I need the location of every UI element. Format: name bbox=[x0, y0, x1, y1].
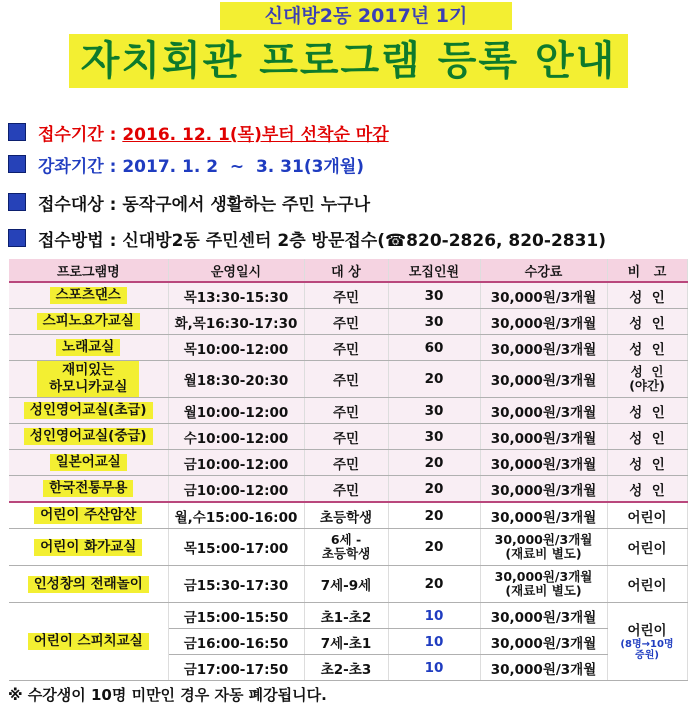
program-name bbox=[9, 361, 168, 398]
col-header-program: 프로그램명 bbox=[9, 259, 168, 282]
program-time: 금16:00-16:50 bbox=[168, 629, 304, 655]
program-time: 금10:00-12:00 bbox=[168, 450, 304, 476]
program-time: 월10:00-12:00 bbox=[168, 398, 304, 424]
program-time: 월18:30-20:30 bbox=[168, 361, 304, 398]
program-note bbox=[607, 603, 687, 681]
program-name-text: 성인영어교실(중급) bbox=[24, 428, 153, 445]
program-fee: 30,000원/3개월 bbox=[480, 603, 607, 629]
program-name bbox=[9, 450, 168, 476]
program-name-text: 노래교실 bbox=[56, 339, 120, 356]
info-value: 2016. 12. 1(목)부터 선착순 마감 bbox=[122, 124, 389, 145]
program-name-line1: 재미있는 bbox=[56, 362, 120, 379]
program-fee: 30,000원/3개월 bbox=[480, 309, 607, 335]
program-table bbox=[9, 259, 688, 681]
info-label: 접수대상 : bbox=[38, 194, 117, 215]
program-name-text: 어린이 화가교실 bbox=[34, 539, 142, 556]
program-fee-line2: (재료비 별도) bbox=[505, 546, 582, 561]
program-target: 주민 bbox=[304, 335, 388, 361]
program-note: 성 인 bbox=[607, 476, 687, 503]
table-row bbox=[9, 603, 687, 629]
program-fee: 30,000원/3개월 bbox=[480, 282, 607, 309]
info-label: 접수기간 : bbox=[38, 124, 117, 145]
program-count: 20 bbox=[388, 450, 480, 476]
program-time: 목13:30-15:30 bbox=[168, 282, 304, 309]
program-name-text: 성인영어교실(초급) bbox=[24, 402, 153, 419]
info-target bbox=[8, 187, 370, 217]
program-name-text: 어린이 주산암산 bbox=[34, 507, 142, 524]
program-count: 20 bbox=[388, 566, 480, 603]
program-count: 30 bbox=[388, 424, 480, 450]
program-time: 화,목16:30-17:30 bbox=[168, 309, 304, 335]
program-count: 30 bbox=[388, 282, 480, 309]
table-row bbox=[9, 282, 687, 309]
program-note: 성 인 bbox=[607, 309, 687, 335]
program-fee: 30,000원/3개월 bbox=[480, 629, 607, 655]
program-note-line1: 성 인 bbox=[630, 364, 664, 379]
program-target: 주민 bbox=[304, 282, 388, 309]
program-name bbox=[9, 603, 168, 681]
program-fee: 30,000원/3개월 bbox=[480, 424, 607, 450]
program-name bbox=[9, 502, 168, 529]
program-time: 목15:00-17:00 bbox=[168, 529, 304, 566]
col-header-time: 운영일시 bbox=[168, 259, 304, 282]
table-row bbox=[9, 529, 687, 566]
program-fee: 30,000원/3개월 bbox=[480, 450, 607, 476]
col-header-note: 비 고 bbox=[607, 259, 687, 282]
square-bullet-icon bbox=[8, 123, 26, 141]
program-target: 7세-초1 bbox=[304, 629, 388, 655]
footer-note: ※ 수강생이 10명 미만인 경우 자동 폐강됩니다. bbox=[8, 686, 327, 704]
program-name bbox=[9, 476, 168, 503]
program-target: 초1-초2 bbox=[304, 603, 388, 629]
program-note: 어린이 bbox=[607, 502, 687, 529]
program-note-line3: 증원) bbox=[635, 649, 659, 661]
program-fee: 30,000원/3개월 bbox=[480, 398, 607, 424]
program-time: 금15:30-17:30 bbox=[168, 566, 304, 603]
program-name bbox=[9, 424, 168, 450]
info-label: 강좌기간 : bbox=[38, 156, 117, 177]
program-count: 20 bbox=[388, 502, 480, 529]
program-time: 금10:00-12:00 bbox=[168, 476, 304, 503]
program-name-text: 어린이 스피치교실 bbox=[28, 633, 149, 650]
program-fee: 30,000원/3개월 bbox=[480, 476, 607, 503]
program-target: 주민 bbox=[304, 476, 388, 503]
table-row bbox=[9, 502, 687, 529]
program-name-text: 스피노요가교실 bbox=[37, 313, 140, 330]
program-target-line1: 6세 - bbox=[330, 532, 362, 547]
program-name bbox=[9, 566, 168, 603]
program-time: 목10:00-12:00 bbox=[168, 335, 304, 361]
program-name-text: 한국전통무용 bbox=[43, 480, 133, 497]
program-target: 주민 bbox=[304, 361, 388, 398]
square-bullet-icon bbox=[8, 155, 26, 173]
program-fee bbox=[480, 566, 607, 603]
program-name-text: 인성창의 전래놀이 bbox=[28, 576, 149, 593]
program-target: 주민 bbox=[304, 309, 388, 335]
program-note: 성 인 bbox=[607, 398, 687, 424]
program-target: 초2-초3 bbox=[304, 655, 388, 681]
square-bullet-icon bbox=[8, 193, 26, 211]
program-note-line2: (8명→10명 bbox=[620, 638, 674, 650]
program-count: 60 bbox=[388, 335, 480, 361]
program-note: 어린이 bbox=[607, 566, 687, 603]
info-course-period bbox=[8, 149, 364, 179]
program-target: 주민 bbox=[304, 398, 388, 424]
program-fee-line1: 30,000원/3개월 bbox=[494, 569, 593, 584]
col-header-target: 대 상 bbox=[304, 259, 388, 282]
table-row bbox=[9, 566, 687, 603]
info-value: 2017. 1. 2 ~ 3. 31(3개월) bbox=[122, 156, 365, 177]
program-target-line2: 초등학생 bbox=[321, 546, 371, 561]
program-fee-line2: (재료비 별도) bbox=[505, 583, 582, 598]
program-time: 금15:00-15:50 bbox=[168, 603, 304, 629]
program-target: 초등학생 bbox=[304, 502, 388, 529]
program-note-line1: 어린이 bbox=[627, 622, 667, 639]
info-value: 신대방2동 주민센터 2층 방문접수(☎820-2826, 820-2831) bbox=[122, 230, 607, 251]
program-time: 금17:00-17:50 bbox=[168, 655, 304, 681]
program-time: 수10:00-12:00 bbox=[168, 424, 304, 450]
program-fee: 30,000원/3개월 bbox=[480, 502, 607, 529]
program-note: 성 인 bbox=[607, 282, 687, 309]
program-count: 30 bbox=[388, 398, 480, 424]
program-name bbox=[9, 398, 168, 424]
program-count: 20 bbox=[388, 361, 480, 398]
program-name bbox=[9, 335, 168, 361]
program-count: 20 bbox=[388, 476, 480, 503]
program-fee: 30,000원/3개월 bbox=[480, 655, 607, 681]
program-count: 10 bbox=[388, 655, 480, 681]
info-method bbox=[8, 223, 606, 253]
subtitle: 신대방2동 2017년 1기 bbox=[220, 2, 512, 30]
program-fee: 30,000원/3개월 bbox=[480, 335, 607, 361]
program-name-text: 스포츠댄스 bbox=[50, 287, 127, 304]
page-title bbox=[0, 34, 697, 88]
program-fee bbox=[480, 529, 607, 566]
table-row bbox=[9, 476, 687, 503]
col-header-fee: 수강료 bbox=[480, 259, 607, 282]
table-row bbox=[9, 335, 687, 361]
program-name bbox=[9, 309, 168, 335]
program-target: 주민 bbox=[304, 424, 388, 450]
info-value: 동작구에서 생활하는 주민 누구나 bbox=[122, 194, 370, 215]
program-count: 30 bbox=[388, 309, 480, 335]
program-count: 10 bbox=[388, 629, 480, 655]
table-row bbox=[9, 450, 687, 476]
info-registration-period bbox=[8, 117, 389, 147]
program-target: 7세-9세 bbox=[304, 566, 388, 603]
program-note: 성 인 bbox=[607, 450, 687, 476]
table-row bbox=[9, 424, 687, 450]
info-label: 접수방법 : bbox=[38, 230, 117, 251]
table-row bbox=[9, 361, 687, 398]
program-count: 10 bbox=[388, 603, 480, 629]
program-count: 20 bbox=[388, 529, 480, 566]
square-bullet-icon bbox=[8, 229, 26, 247]
program-name bbox=[9, 529, 168, 566]
program-note: 성 인 bbox=[607, 424, 687, 450]
table-row bbox=[9, 309, 687, 335]
program-name-text: 일본어교실 bbox=[50, 454, 127, 471]
program-note-line2: (야간) bbox=[629, 378, 665, 393]
page-title-text: 자치회관 프로그램 등록 안내 bbox=[69, 34, 628, 88]
program-name bbox=[9, 282, 168, 309]
program-note: 어린이 bbox=[607, 529, 687, 566]
program-name-text bbox=[37, 361, 139, 397]
program-note bbox=[607, 361, 687, 398]
col-header-count: 모집인원 bbox=[388, 259, 480, 282]
program-name-line2: 하모니카교실 bbox=[43, 379, 133, 396]
program-note: 성 인 bbox=[607, 335, 687, 361]
program-target: 주민 bbox=[304, 450, 388, 476]
program-time: 월,수15:00-16:00 bbox=[168, 502, 304, 529]
table-row bbox=[9, 398, 687, 424]
program-target bbox=[304, 529, 388, 566]
table-header-row bbox=[9, 259, 687, 282]
program-fee-line1: 30,000원/3개월 bbox=[494, 532, 593, 547]
program-fee: 30,000원/3개월 bbox=[480, 361, 607, 398]
